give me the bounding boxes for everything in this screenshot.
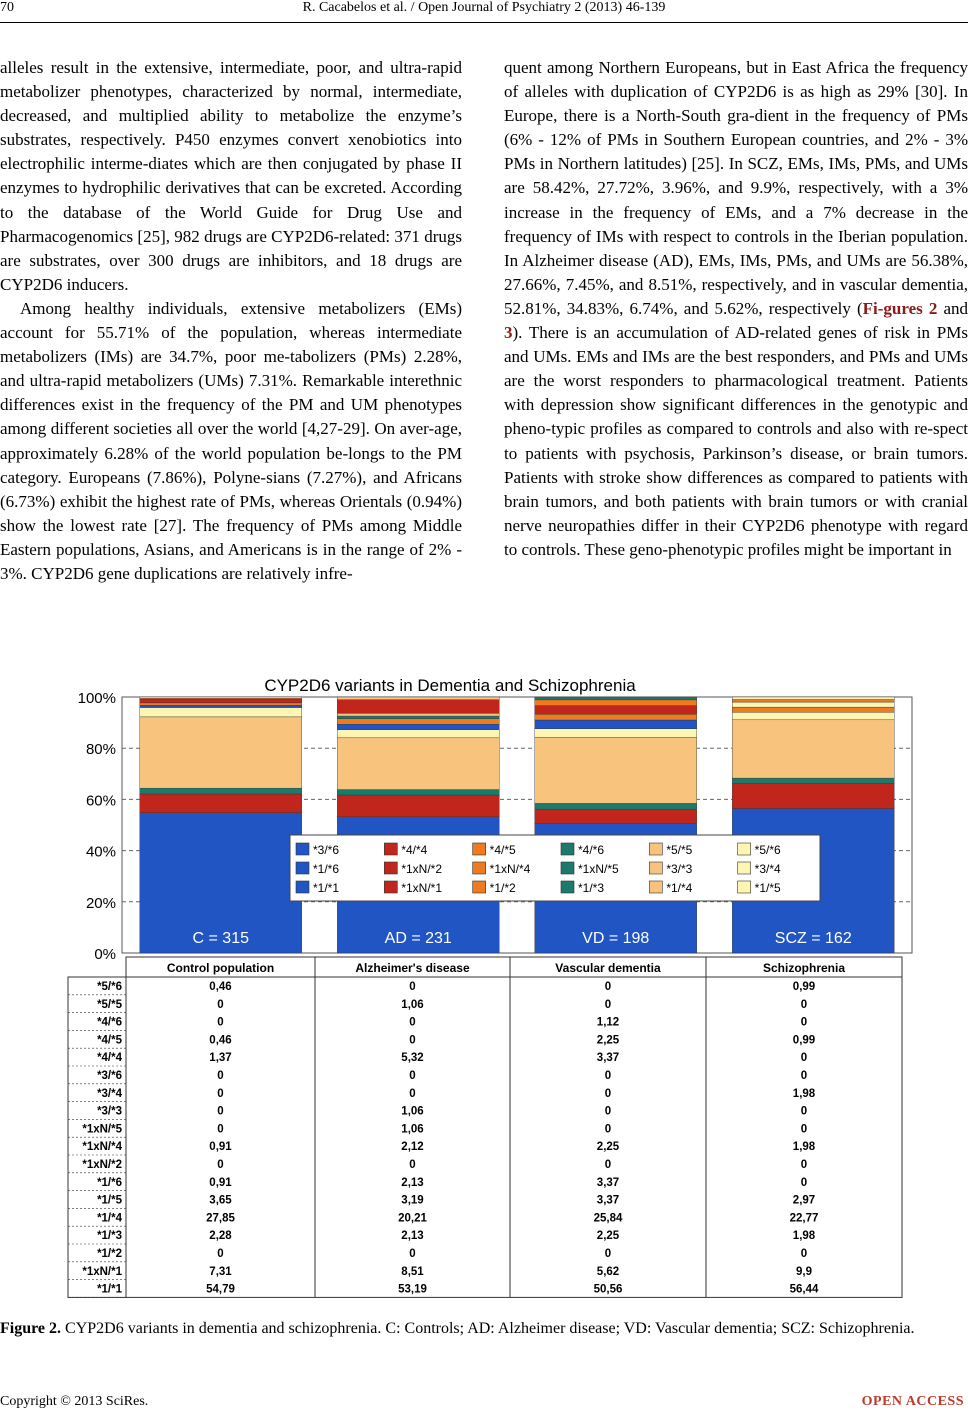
left-paragraph-2: Among healthy individuals, extensive metabolizers (EMs) account for 55.71% of the population, whereas intermediate metabolizers (IMs) are 34.7%, poor me-tabolizers (PMs) 2.28%, and ultra-rapid metabolizers (UMs) 7.31%. Remarkable interethnic differences exist in the frequency of the PM and UM phenotypes among different societies all over the world [4,27-29]. On aver-age, approximately 6.28% of the world population be-longs to the PM category. Europeans (7.86%), Polyne-sians (7.27%), and Africans (6.73%) exhibit the highest rate of PMs, whereas Orientals (0.94%) show the lowest rate [27]. The frequency of PMs among Middle Eastern populations, Asians, and Americans is in the range of 2% - 3%. CYP2D6 gene duplications are relatively infre- — [0, 298, 462, 583]
table-cell: 2,12 — [401, 1141, 424, 1154]
table-cell: 0 — [604, 1248, 612, 1260]
left-column — [0, 56, 462, 586]
table-row-label: *1xN/*5 — [82, 1123, 122, 1136]
table-row-label: *3/*6 — [97, 1070, 122, 1082]
group-label: SCZ = 162 — [774, 930, 852, 947]
legend-swatch — [738, 862, 751, 874]
bar-segment — [732, 712, 894, 720]
table-row-label: *4/*5 — [97, 1034, 122, 1047]
table-cell: 0 — [409, 1070, 416, 1082]
page-number: 70 — [0, 0, 14, 15]
right-column — [504, 56, 968, 562]
figure-2-ref-link[interactable]: Fi-gures 2 — [862, 298, 938, 318]
table-cell: 0 — [217, 1105, 224, 1118]
legend-label: *1xN/*4 — [489, 862, 531, 876]
table-cell: 0 — [217, 1123, 224, 1136]
stacked-bar-chart — [60, 667, 928, 1307]
y-tick-label: 80% — [85, 741, 116, 759]
bar-segment — [535, 737, 697, 803]
table-cell: 0 — [217, 1248, 224, 1260]
bar-segment — [140, 703, 302, 705]
legend-label: *4/*5 — [489, 843, 516, 857]
bar-segment — [732, 720, 894, 778]
left-paragraph-1: alleles result in the extensive, intermediate, poor, and ultra-rapid metabolizer phenotypes, characterized by normal, intermediate, decreased, and multiplied ability to metabolize the enzyme’s substrates, respectively. P450 enzymes convert xenobiotics into electrophilic interme-diates which are then conjugated by phase II enzymes to hydrophilic derivatives that can be excreted. According to the database of the World Guide for Drug Use and Pharmacogenomics [25], 982 drugs are CYP2D6-related: 371 drugs are substrates, over 300 drugs are inhibitors, and 18 drugs are CYP2D6 inducers. — [0, 58, 462, 294]
y-tick-label: 60% — [85, 792, 116, 810]
table-cell: 0 — [604, 1123, 612, 1136]
table-cell: 3,37 — [596, 1194, 620, 1207]
table-cell: 3,19 — [401, 1194, 424, 1207]
legend-label: *1xN/*5 — [578, 862, 619, 876]
table-cell: 0,46 — [209, 1034, 232, 1047]
table-cell: 0 — [800, 998, 808, 1011]
table-cell: 1,37 — [209, 1052, 232, 1065]
table-cell: 0,46 — [209, 981, 232, 993]
bar-segment — [337, 738, 499, 790]
bar-segment — [337, 790, 499, 795]
table-cell: 0 — [217, 998, 224, 1011]
bar-segment — [337, 724, 499, 729]
table-cell: 25,84 — [593, 1212, 623, 1225]
table-cell: 0 — [409, 1159, 416, 1171]
table-cell: 0 — [409, 1034, 416, 1047]
table-row-label: *1/*3 — [97, 1230, 122, 1243]
table-cell: 0 — [800, 1105, 808, 1118]
right-text-b: ). There is an accumulation of AD-related genes of risk in PMs and UMs. EMs and IMs are the best responders, and PMs and UMs are the worst responders to pharmacological treatment. Patients with depression show significant differences in the genotypic and pheno-typic profiles as compared to controls and also with re-spect to patients with psychosis, Parkinson’s disease, or brain tumors. Patients with stroke show differences as compared to patients with brain tumors, and both patients with brain tumors or with cranial nerve neuropathies differ in their CYP2D6 phenotype with regard to controls. These geno-phenotypic profiles might be important in — [504, 323, 968, 559]
table-row-label: *1/*4 — [97, 1212, 122, 1225]
legend-label: *1xN/*2 — [401, 862, 443, 876]
table-cell: 2,28 — [209, 1230, 232, 1243]
bar-segment — [535, 700, 697, 706]
bar-segment — [535, 729, 697, 738]
legend-label: *3/*4 — [754, 862, 781, 876]
table-cell: 2,13 — [401, 1230, 424, 1243]
table-row-label: *1xN/*2 — [82, 1159, 122, 1171]
table-row-label: *1/*1 — [97, 1283, 122, 1296]
legend-swatch — [384, 843, 397, 855]
copyright-footer: Copyright © 2013 SciRes. — [0, 1394, 149, 1409]
bar-segment — [732, 783, 894, 808]
table-cell: 2,25 — [596, 1230, 620, 1243]
table-cell: 1,98 — [792, 1230, 816, 1243]
legend-label: *4/*4 — [401, 843, 428, 857]
table-column-header: Schizophrenia — [762, 961, 846, 975]
legend-label: *1/*4 — [666, 881, 693, 895]
table-cell: 27,85 — [206, 1212, 235, 1225]
table-cell: 1,06 — [401, 1105, 424, 1118]
bar-segment — [140, 794, 302, 813]
table-row-label: *4/*6 — [97, 1016, 122, 1029]
chart-title: CYP2D6 variants in Dementia and Schizophrenia — [264, 676, 636, 695]
table-cell: 0 — [604, 1159, 612, 1171]
right-text-and: and — [937, 298, 968, 318]
bar-segment — [337, 795, 499, 817]
bar-segment — [337, 713, 499, 716]
table-cell: 7,31 — [209, 1265, 232, 1278]
table-cell: 0 — [800, 1176, 808, 1189]
bar-segment — [732, 707, 894, 712]
legend-label: *4/*6 — [578, 843, 605, 857]
legend-label: *1/*5 — [754, 881, 781, 895]
table-cell: 0 — [800, 1159, 808, 1171]
table-row-label: *5/*6 — [97, 981, 122, 993]
legend-label: *5/*5 — [666, 843, 693, 857]
table-row-label: *3/*3 — [97, 1105, 122, 1118]
table-cell: 22,77 — [789, 1212, 819, 1225]
table-column-header: Vascular dementia — [555, 961, 661, 975]
y-tick-label: 20% — [85, 894, 116, 912]
bar-segment — [535, 803, 697, 809]
table-row-label: *1/*2 — [97, 1248, 122, 1260]
figure-2 — [60, 667, 928, 1307]
bar-segment — [535, 697, 697, 700]
legend-swatch — [296, 881, 309, 893]
table-cell: 8,51 — [401, 1265, 424, 1278]
table-cell: 54,79 — [206, 1283, 235, 1296]
bar-segment — [535, 706, 697, 715]
legend-swatch — [561, 843, 574, 855]
legend-swatch — [384, 862, 397, 874]
bar-segment — [337, 716, 499, 719]
table-cell: 0 — [604, 1105, 612, 1118]
legend-label: *5/*6 — [754, 843, 781, 857]
figure-caption — [0, 1319, 968, 1339]
legend-label: *1/*2 — [489, 881, 516, 895]
caption-label: Figure 2. — [0, 1320, 62, 1337]
header-rule — [0, 22, 968, 23]
table-cell: 53,19 — [398, 1283, 427, 1296]
legend-swatch — [296, 843, 309, 855]
table-cell: 0 — [800, 1248, 808, 1260]
bar-segment — [732, 700, 894, 703]
table-row-label: *1/*6 — [97, 1176, 122, 1189]
bar-segment — [732, 702, 894, 707]
legend-label: *1/*1 — [313, 881, 340, 895]
legend-swatch — [561, 862, 574, 874]
table-row-label: *3/*4 — [97, 1087, 122, 1100]
bar-segment — [337, 719, 499, 724]
bar-segment — [140, 699, 302, 703]
bar-segment — [535, 809, 697, 823]
table-cell: 5,62 — [596, 1265, 620, 1278]
y-tick-label: 40% — [85, 843, 116, 861]
table-cell: 3,65 — [209, 1194, 232, 1207]
table-row-label: *1xN/*4 — [82, 1141, 122, 1154]
group-label: AD = 231 — [384, 930, 452, 947]
y-tick-label: 100% — [77, 690, 116, 707]
legend-swatch — [738, 843, 751, 855]
table-cell: 0 — [217, 1087, 224, 1100]
table-row-label: *1/*5 — [97, 1194, 122, 1207]
right-text-a: quent among Northern Europeans, but in East Africa the frequency of alleles with duplication of CYP2D6 is as high as 29% [30]. In Europe, there is a North-South gra-dient in the frequency of PMs (6% - 12% of PMs in Southern European countries, and 2% - 3% PMs in Northern latitudes) [25]. In SCZ, EMs, IMs, PMs, and UMs are 58.42%, 27.72%, 3.96%, and 9.9%, respectively, with a 3% increase in the frequency of EMs, and a 7% decrease in the frequency of IMs with respect to controls in the Iberian population. In Alzheimer disease (AD), EMs, IMs, PMs, and UMs are 56.38%, 27.66%, 7.45%, and 8.51%, respectively, and in vascular dementia, 52.81%, 34.83%, 6.74%, and 5.62%, respectively ( — [504, 58, 968, 318]
legend-swatch — [473, 862, 486, 874]
figure-3-ref-link[interactable]: 3 — [504, 323, 513, 343]
bar-segment — [140, 717, 302, 788]
table-cell: 56,44 — [789, 1283, 819, 1296]
table-row-label: *1xN/*1 — [82, 1265, 122, 1278]
table-cell: 0 — [217, 1016, 224, 1029]
legend-swatch — [473, 881, 486, 893]
table-cell: 0 — [800, 1052, 808, 1065]
table-cell: 0 — [604, 1070, 612, 1082]
table-cell: 20,21 — [398, 1212, 427, 1225]
table-row-label: *5/*5 — [97, 998, 122, 1011]
table-column-header: Control population — [166, 961, 275, 975]
legend-swatch — [384, 881, 397, 893]
table-cell: 0 — [217, 1159, 224, 1171]
table-cell: 1,98 — [792, 1087, 816, 1100]
table-cell: 0 — [409, 1087, 416, 1100]
legend-swatch — [649, 843, 662, 855]
bar-segment — [535, 720, 697, 729]
legend-swatch — [561, 881, 574, 893]
legend-swatch — [738, 881, 751, 893]
bar-segment — [337, 697, 499, 700]
legend-swatch — [649, 881, 662, 893]
right-paragraph-1 — [504, 56, 968, 562]
bar-segment — [140, 708, 302, 717]
table-cell: 0,91 — [209, 1176, 232, 1189]
table-cell: 0 — [217, 1070, 224, 1082]
running-title: R. Cacabelos et al. / Open Journal of Psychiatry 2 (2013) 46-139 — [302, 0, 666, 15]
table-cell: 0 — [800, 1123, 808, 1136]
open-access-label: OPEN ACCESS — [861, 1394, 964, 1409]
table-cell: 0,99 — [792, 981, 816, 993]
legend-swatch — [649, 862, 662, 874]
legend-label: *1/*6 — [313, 862, 340, 876]
table-cell: 0 — [409, 1016, 416, 1029]
table-cell: 0 — [604, 1087, 612, 1100]
table-cell: 0,99 — [792, 1034, 816, 1047]
table-cell: 2,97 — [792, 1194, 816, 1207]
table-cell: 3,37 — [596, 1176, 620, 1189]
table-cell: 0 — [409, 1248, 416, 1260]
caption-text: CYP2D6 variants in dementia and schizophrenia. C: Controls; AD: Alzheimer disease; VD: Vascular dementia; SCZ: Schizophrenia. — [61, 1320, 915, 1337]
legend-label: *3/*6 — [313, 843, 340, 857]
table-cell: 2,13 — [401, 1176, 424, 1189]
legend-label: *1xN/*1 — [401, 881, 443, 895]
table-cell: 1,12 — [596, 1016, 620, 1029]
table-cell: 0 — [604, 998, 612, 1011]
legend-swatch — [296, 862, 309, 874]
bar-segment — [140, 788, 302, 794]
group-label: VD = 198 — [582, 930, 650, 947]
bar-segment — [732, 778, 894, 783]
legend-label: *1/*3 — [578, 881, 605, 895]
table-cell: 1,98 — [792, 1141, 816, 1154]
y-tick-label: 0% — [94, 946, 116, 963]
table-column-header: Alzheimer's disease — [355, 961, 470, 975]
bar-segment — [732, 697, 894, 700]
bar-segment — [337, 700, 499, 714]
table-cell: 50,56 — [593, 1283, 623, 1296]
bar-segment — [140, 697, 302, 698]
table-cell: 5,32 — [401, 1052, 424, 1065]
table-cell: 0 — [409, 981, 416, 993]
table-row-label: *4/*4 — [97, 1052, 122, 1065]
table-cell: 9,9 — [796, 1265, 812, 1278]
bar-segment — [535, 714, 697, 720]
bar-segment — [140, 705, 302, 707]
table-cell: 2,25 — [596, 1034, 620, 1047]
table-cell: 3,37 — [596, 1052, 620, 1065]
table-cell: 0 — [800, 1016, 808, 1029]
legend-label: *3/*3 — [666, 862, 693, 876]
table-cell: 0 — [800, 1070, 808, 1082]
table-cell: 0 — [604, 981, 612, 993]
table-cell: 1,06 — [401, 998, 424, 1011]
table-cell: 2,25 — [596, 1141, 620, 1154]
group-label: C = 315 — [192, 930, 249, 947]
bar-segment — [337, 730, 499, 738]
legend-swatch — [473, 843, 486, 855]
table-cell: 0,91 — [209, 1141, 232, 1154]
table-cell: 1,06 — [401, 1123, 424, 1136]
